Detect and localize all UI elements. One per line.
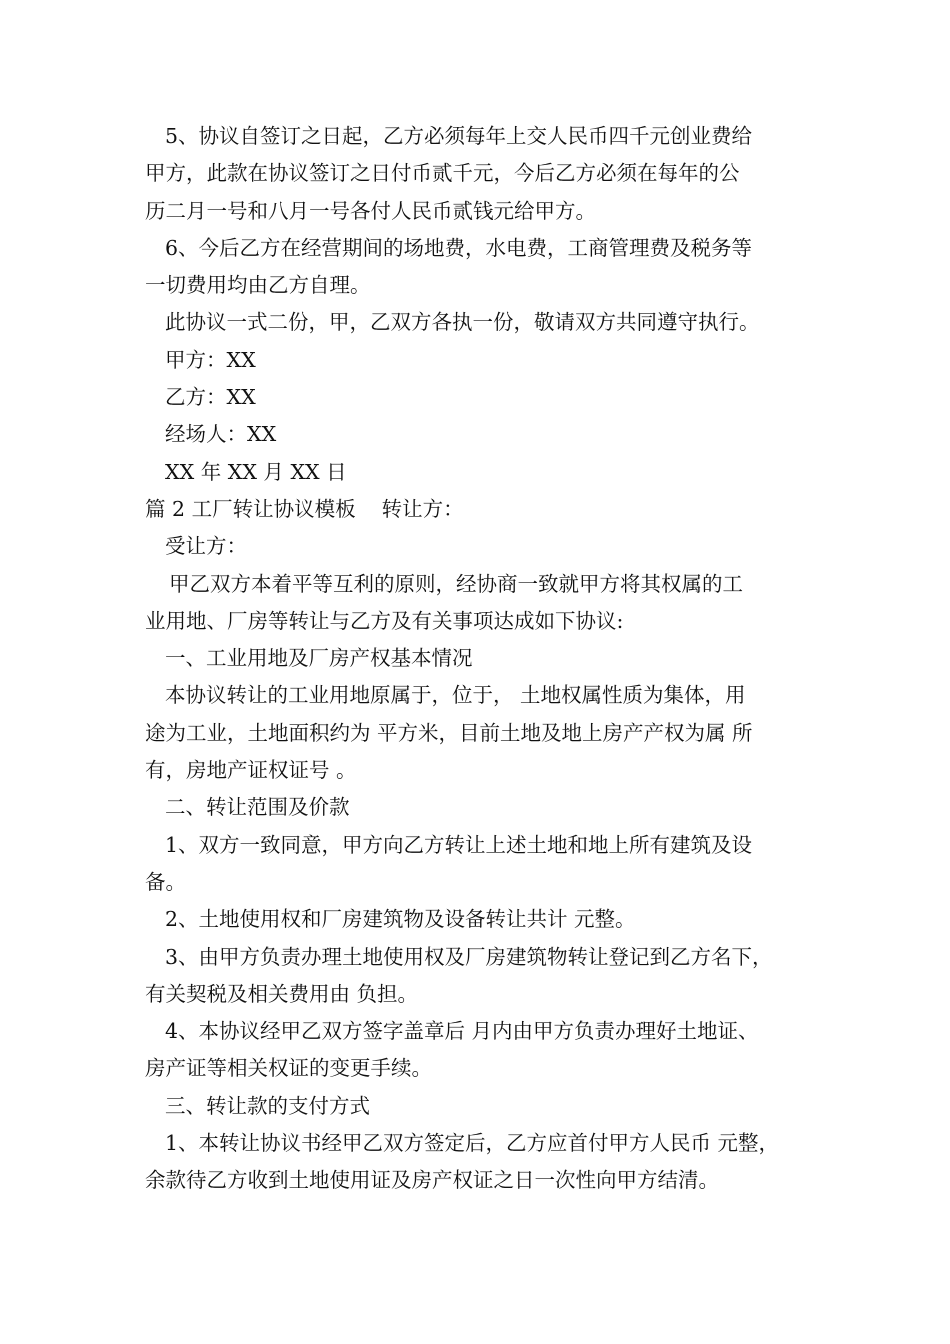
text-line: 此协议一式二份，甲，乙双方各执一份，敬请双方共同遵守执行。 (165, 310, 760, 335)
transferor-label: 转让方： (381, 496, 464, 521)
clause-heading: 三、转让款的支付方式 (165, 1093, 370, 1118)
section-title: 篇 2 工厂转让协议模板 (145, 496, 356, 521)
signature-line-witness: 经场人：XX (165, 422, 277, 447)
text-line: 1、双方一致同意，甲方向乙方转让上述土地和地上所有建筑及设 (165, 832, 753, 857)
text-line: 途为工业，土地面积约为 平方米，目前土地及地上房产产权为属 所 (145, 720, 753, 745)
date-line: XX 年 XX 月 XX 日 (165, 459, 347, 484)
text-line: 有关契税及相关费用由 负担。 (145, 981, 419, 1006)
text-line: 3、由甲方负责办理土地使用权及厂房建筑物转让登记到乙方名下， (165, 944, 773, 969)
text-line: 甲方，此款在协议签订之日付币贰千元，今后乙方必须在每年的公 (145, 161, 740, 186)
clause-heading: 一、工业用地及厂房产权基本情况 (165, 646, 473, 671)
text-line: 有，房地产证权证号 。 (145, 758, 357, 783)
section-heading (145, 491, 810, 528)
text-line: 历二月一号和八月一号各付人民币贰钱元给甲方。 (145, 198, 596, 223)
text-line: 一切费用均由乙方自理。 (145, 273, 371, 298)
transferee-label: 受让方： (165, 534, 247, 559)
text-line: 4、本协议经甲乙双方签字盖章后 月内由甲方负责办理好土地证、 (165, 1019, 759, 1044)
document-body (145, 118, 810, 1200)
text-line: 备。 (145, 869, 186, 894)
text-line: 本协议转让的工业用地原属于，位于， 土地权属性质为集体，用 (165, 683, 746, 708)
text-line: 余款待乙方收到土地使用证及房产权证之日一次性向甲方结清。 (145, 1168, 719, 1193)
clause-heading: 二、转让范围及价款 (165, 795, 350, 820)
text-line: 2、土地使用权和厂房建筑物及设备转让共计 元整。 (165, 907, 636, 932)
text-line: 6、今后乙方在经营期间的场地费，水电费，工商管理费及税务等 (165, 235, 753, 260)
text-line: 甲乙双方本着平等互利的原则，经协商一致就甲方将其权属的工 (169, 571, 743, 596)
signature-line-party-a: 甲方：XX (165, 347, 256, 372)
text-line: 5、协议自签订之日起，乙方必须每年上交人民币四千元创业费给 (165, 124, 753, 148)
text-line: 业用地、厂房等转让与乙方及有关事项达成如下协议: (145, 608, 624, 633)
signature-line-party-b: 乙方：XX (165, 385, 256, 410)
text-line: 1、本转让协议书经甲乙双方签定后，乙方应首付甲方人民币 元整， (165, 1131, 780, 1156)
text-line: 房产证等相关权证的变更手续。 (145, 1056, 432, 1081)
